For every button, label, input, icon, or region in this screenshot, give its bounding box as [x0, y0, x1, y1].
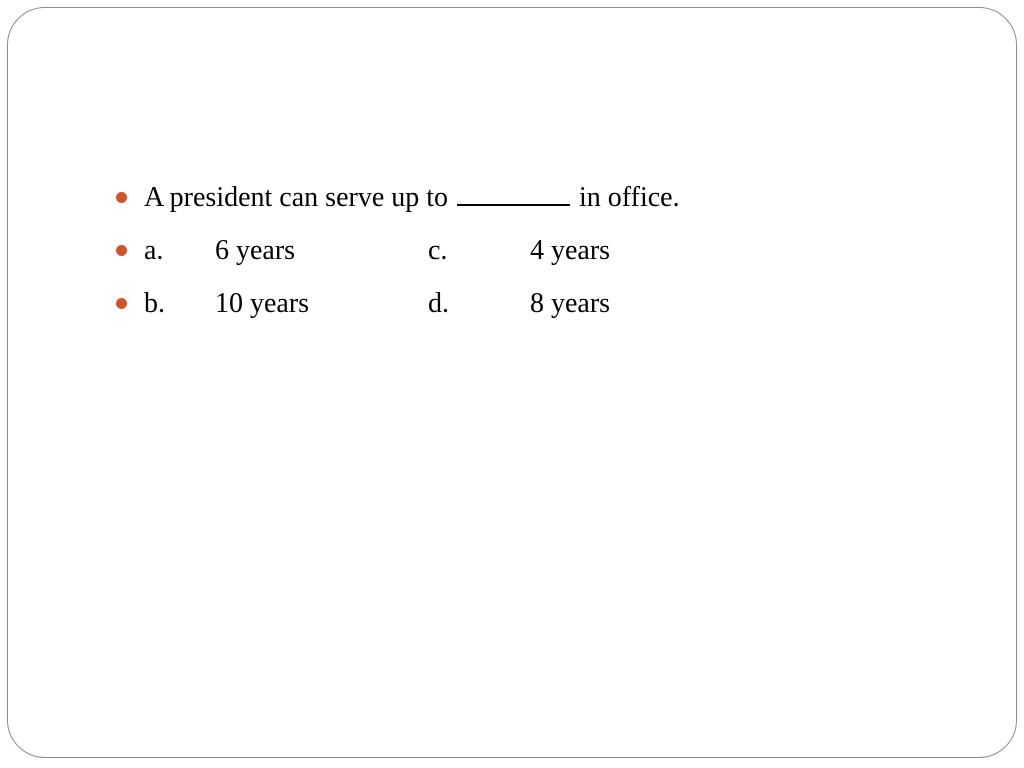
option-text-a: 6 years — [215, 235, 296, 266]
option-letter-a: a. — [144, 235, 164, 266]
bullet-icon — [116, 245, 127, 256]
option-letter-b: b. — [144, 288, 165, 319]
answer-blank — [457, 182, 570, 206]
option-letter-d: d. — [428, 288, 449, 319]
slide-content — [8, 8, 1016, 757]
question-text — [144, 178, 680, 218]
slide — [7, 7, 1017, 758]
option-text-d: 8 years — [530, 288, 611, 319]
bullet-icon — [116, 192, 127, 203]
option-text-c: 4 years — [530, 235, 611, 266]
option-letter-c: c. — [428, 235, 448, 266]
bullet-icon — [116, 298, 127, 309]
question-after-blank: in office. — [579, 182, 680, 213]
option-text-b: 10 years — [215, 288, 310, 319]
question-before-blank: A president can serve up to — [144, 182, 449, 213]
